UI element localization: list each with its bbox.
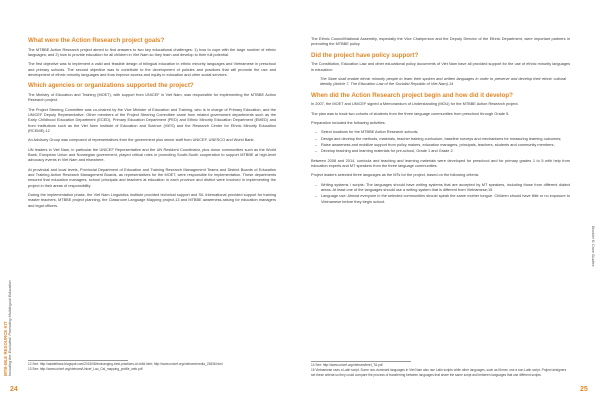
heading-agencies: Which agencies or organizations supported the project? <box>28 82 194 90</box>
preparation-list <box>311 130 570 154</box>
page-number-left: 24 <box>10 386 18 393</box>
booklet-title: Booklet 6: Case Studies <box>591 226 595 267</box>
policy-quote: The State shall enable ethnic minority people to learn their spoken and written languages in order to preserve and develop their ethnic cultural identity (Article 7, The Education Law of the Socialist Republic of Viet Nam).14 <box>320 76 566 87</box>
right-footnotes <box>311 363 570 378</box>
footnote-12: 12 See: http://asiafellows.blogspot.com/2015/08/exchanging-best-practices-of-child.html; http://www.unicef.org/vietnam/media_23836.html <box>28 362 223 366</box>
paragraph: An Advisory Group was composed of representatives from the government plus senior staff from UNICEF, UNESCO and World Bank. <box>28 138 255 143</box>
paragraph: UN leaders in Viet Nam, in particular the UNICEF Representative and the UN Resident Coordinator, plus donor communities such as the World Bank, European Union and Norwegian government, played critical roles in promoting South-South cooperation to support MTBBE at high-level advocacy events in Viet Nam and elsewhere. <box>28 147 276 163</box>
list-item: – Design and develop the methods, materials, teacher training curriculum, baseline surveys and mechanisms for measuring learning outcomes; <box>321 137 570 142</box>
paragraph: The MTBBE Action Research project aimed to find answers to two key educational challenges: 1) how to cope with the large number of ethnic languages; and 2) how to provide education for all children in Viet Nam so they learn and develop to their full potential. <box>28 47 276 57</box>
series-subtitle: Including the Excluded: Promoting Multilingual Education <box>8 280 12 376</box>
paragraph: Between 2008 and 2014, curricula and teaching and learning materials were developed for preschool and for primary grades 1 to 5 with help from education experts and MT speakers from the three language communities. <box>311 158 570 168</box>
footnote-14: 14 See: http://www.unicef.org/vietnam/brief_TA.pdf <box>311 363 383 367</box>
footnote-rule <box>28 360 128 361</box>
paragraph: The first objective was to implement a valid and feasible design of bilingual education in ethnic minority languages and Vietnamese in preschool and primary schools. The second objective was to contribute to the development of policies and practices that will promote the use and development of ethnic minority languages and thus improve access and equity in education and other social services. <box>28 62 276 77</box>
paragraph: The Constitution, Education Law and other educational policy documents of Viet Nam have all provided support for the use of ethnic minority languages in education: <box>311 62 570 72</box>
paragraph: In 2007, the MOET and UNICEF signed a Memorandum of Understanding (MOU) for the MTBBE Action Research project. <box>311 102 519 107</box>
paragraph: The Ethnic Council/National Assembly, especially the Vice Chairperson and the Deputy Director of the Ethnic Department, were important partners in promoting the MTBBE policy. <box>311 37 570 47</box>
heading-policy-support: Did the project have policy support? <box>311 51 419 59</box>
list-item: – Select locations for the MTBBE Action Research schools; <box>321 130 570 135</box>
left-sidebar <box>3 226 13 376</box>
paragraph: At provincial and local levels, Provincial Department of Education and Training Research Management Teams and District Boards of Education and Training Action Research Management Boards, as representatives for the MOET, were responsible for implementation. These departments ensured that education managers, school principals and teachers at education in each province and district were involved in implementing the project in their areas of responsibility. <box>28 167 276 188</box>
footnote-15: 15 Vietnamese uses a Latin script. Some non-dominant languages in Viet Nam also use Latin scripts while other languages, such as Khmer, use a non-Latin script. Project designers set these criteria so they could compare the process of transferring between languages that share the same script and between languages that use different scripts. <box>311 368 567 377</box>
list-item: – Language use: Almost everyone in the selected communities should speak the same mother tongue. Children should have little or no exposure to Vietnamese before they begin school. <box>321 194 570 205</box>
list-item: – Writing systems / scripts: The languages should have writing systems that are accepted by MT speakers, including those from different dialect areas. At least one of the languages should use a writing system that is different from Vietnamese;15 <box>321 183 570 194</box>
paragraph: Preparation included the following activities: <box>311 120 386 125</box>
page-number-right: 25 <box>580 386 588 393</box>
paragraph: Project leaders selected three languages as the MTs for the project, based on the following criteria: <box>311 173 479 178</box>
footnote-rule <box>311 361 411 362</box>
criteria-list <box>311 183 570 205</box>
heading-project-goals: What were the Action Research project goals? <box>28 37 165 44</box>
footnote-13: 13 See: http://www.unicef.org/vietnam/Unicef_Lao_Cai_mapping_profile_web.pdf <box>28 367 143 372</box>
paragraph: During the implementation phase, the Viet Nam Linguistics Institute provided technical support and SIL International provided support for training master teachers, MTBBE project planning, the Classroom Language Mapping project,13 and MTBBE awareness-raising for education managers and legal officers. <box>28 193 276 208</box>
paragraph: The Ministry of Education and Training (MOET), with support from UNICEF in Viet Nam, was responsible for implementing the MTBBE Action Research project. <box>28 92 276 103</box>
list-item: – Raise awareness and mobilize support from policy makers, education managers, principals, teachers, students and community members; <box>321 143 570 148</box>
right-column <box>311 37 570 209</box>
series-title: MTB-MLE RESOURCE KIT <box>3 321 8 376</box>
right-sidebar <box>587 226 597 376</box>
left-column <box>28 37 276 213</box>
paragraph: The plan was to track two cohorts of students from the three language communities from preschool through Grade 5. <box>311 111 510 116</box>
list-item: – Develop teaching and learning materials for pre-school, Grade 1 and Grade 2. <box>321 149 570 154</box>
heading-project-timeline: When did the Action Research project begin and how did it develop? <box>311 91 513 99</box>
paragraph: The Project Steering Committee was co-chaired by the Vice Minister of Education and Training, who is in charge of Primary Education, and the UNICEF Deputy Representative. Other members of the Project Steering Committee came from related government departments such as the Early Childhood Education Department (ECED), Primary Education Department (PED) and Ethnic Minority Education Department (EMED) and from institutions such as the Viet Nam Institute of Education and Science (VIES) and the Research Center for Ethnic Minority Education (RCEME).12 <box>28 107 276 133</box>
left-footnotes <box>28 362 276 373</box>
